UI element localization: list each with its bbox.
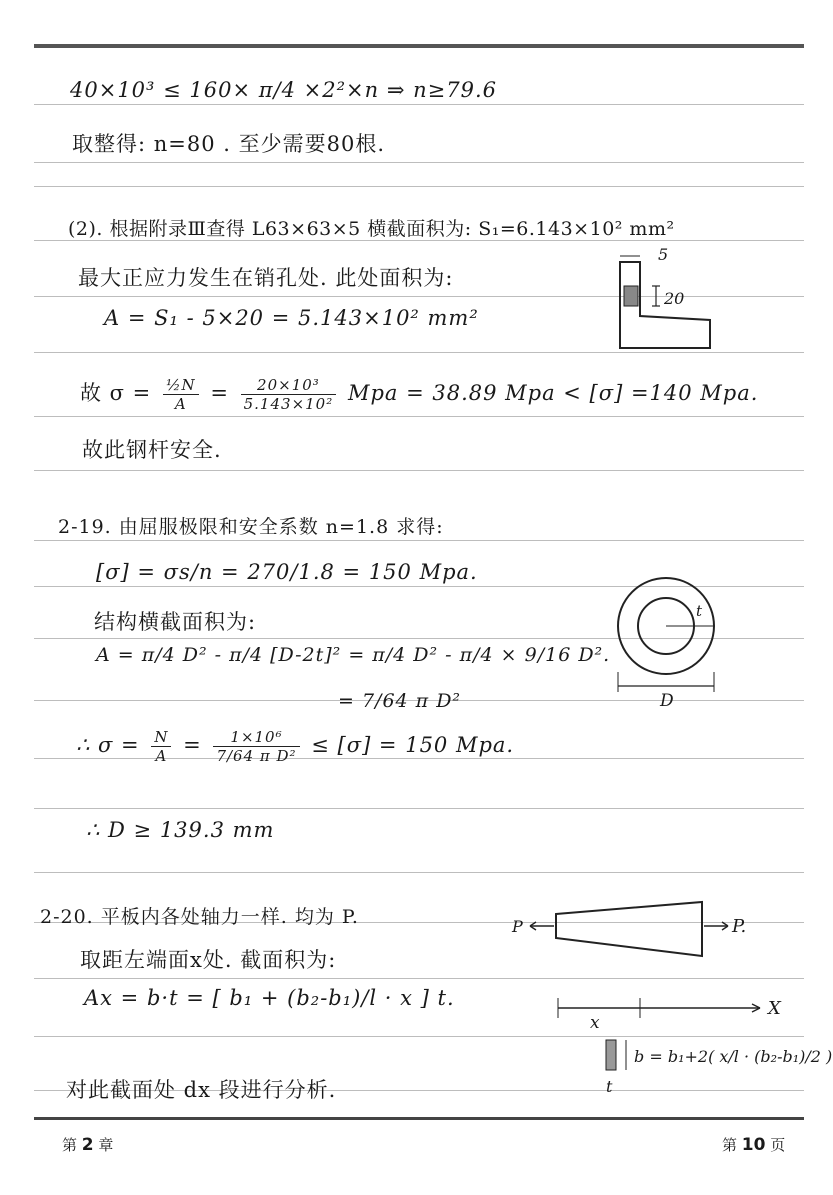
equation-area-Ax: Ax = b·t = [ b₁ + (b₂-b₁)/l · x ] t. bbox=[84, 986, 455, 1010]
fraction-denominator: 5.143×10² bbox=[243, 395, 334, 413]
fraction-N-over-A bbox=[151, 728, 171, 765]
ruled-line bbox=[34, 416, 804, 417]
ruled-line bbox=[34, 808, 804, 809]
section-width-formula: b = b₁+2( x/l · (b₂-b₁)/2 ) bbox=[634, 1047, 833, 1066]
fraction-numerator: 1×10⁶ bbox=[213, 728, 299, 747]
ruled-line bbox=[34, 978, 804, 979]
equation-diameter-result: ∴ D ≥ 139.3 mm bbox=[86, 818, 275, 842]
bottom-rule bbox=[34, 1117, 804, 1120]
ruled-line bbox=[34, 470, 804, 471]
equals-sign: = bbox=[210, 381, 229, 405]
section-hatch bbox=[606, 1040, 616, 1070]
equation-ring-area-simplified: = 7/64 π D² bbox=[338, 690, 462, 712]
dimension-label-20: 20 bbox=[664, 289, 685, 308]
equation-bolt-count: 40×10³ ≤ 160× π/4 ×2²×n ⇒ n≥79.6 bbox=[70, 78, 497, 102]
dimension-label-5: 5 bbox=[658, 245, 669, 264]
tapered-plate-figure bbox=[506, 898, 766, 960]
fraction-numerator: N bbox=[151, 728, 171, 747]
equation-stress-check bbox=[80, 376, 758, 413]
diameter-label-D: D bbox=[660, 691, 674, 711]
axis-label-x: x bbox=[590, 1013, 600, 1033]
section-width-figure bbox=[604, 1034, 833, 1096]
fraction-numerator: 20×10³ bbox=[241, 376, 337, 395]
ring-section-figure bbox=[610, 568, 730, 711]
fraction-numerator: ½N bbox=[163, 376, 199, 395]
equation-area-A: A = S₁ - 5×20 = 5.143×10² mm² bbox=[104, 306, 479, 330]
stress-prefix: ∴ σ = bbox=[76, 733, 140, 757]
fraction-denominator: A bbox=[174, 395, 187, 413]
text-problem-2-19: 2-19. 由屈服极限和安全系数 n=1.8 求得: bbox=[58, 516, 444, 538]
ruled-line bbox=[34, 186, 804, 187]
stress-prefix: 故 σ = bbox=[80, 381, 152, 405]
page-prefix: 第 bbox=[722, 1136, 738, 1154]
chapter-prefix: 第 bbox=[62, 1136, 78, 1154]
angle-section-figure bbox=[606, 244, 726, 356]
fraction-denominator: 7/64 π D² bbox=[216, 747, 297, 765]
text-problem-2-20: 2-20. 平板内各处轴力一样. 均为 P. bbox=[40, 906, 359, 928]
fraction-force-over-ring-area bbox=[213, 728, 299, 765]
text-part-2-header: (2). 根据附录Ⅲ查得 L63×63×5 横截面积为: S₁=6.143×10² mm² bbox=[68, 218, 675, 240]
stress-inequality: ≤ [σ] = 150 Mpa. bbox=[311, 733, 515, 757]
text-section-at-x: 取距左端面x处. 截面积为: bbox=[80, 948, 337, 972]
axis-label-X: X bbox=[768, 998, 781, 1019]
text-rod-safe: 故此钢杆安全. bbox=[82, 438, 222, 462]
plate-outline bbox=[556, 902, 702, 956]
equation-allowable-stress: [σ] = σs/n = 270/1.8 = 150 Mpa. bbox=[96, 560, 478, 584]
thickness-label-t: t bbox=[696, 602, 703, 620]
equation-ring-area: A = π/4 D² - π/4 [D-2t]² = π/4 D² - π/4 × 9/16 D². bbox=[96, 644, 611, 666]
text-max-stress-location: 最大正应力发生在销孔处. 此处面积为: bbox=[78, 266, 454, 290]
text-cross-section-area: 结构横截面积为: bbox=[94, 610, 257, 634]
fraction-denominator: A bbox=[155, 747, 168, 765]
equation-stress-2-19 bbox=[76, 728, 514, 765]
page-footer bbox=[722, 1134, 785, 1155]
ruled-line bbox=[34, 872, 804, 873]
left-load-label: P bbox=[512, 917, 523, 936]
text-dx-analysis: 对此截面处 dx 段进行分析. bbox=[66, 1078, 337, 1102]
top-rule bbox=[34, 44, 804, 48]
fraction-half-N-over-A bbox=[163, 376, 199, 413]
fraction-force-over-area bbox=[241, 376, 337, 413]
stress-result: Mpa = 38.89 Mpa < [σ] =140 Mpa. bbox=[347, 381, 759, 405]
text-round-up: 取整得: n=80 . 至少需要80根. bbox=[72, 132, 386, 156]
ruled-line bbox=[34, 540, 804, 541]
chapter-suffix: 章 bbox=[98, 1136, 114, 1154]
chapter-number: 2 bbox=[81, 1135, 94, 1155]
x-axis-figure bbox=[556, 990, 796, 1033]
ruled-line bbox=[34, 162, 804, 163]
right-load-label: P. bbox=[732, 916, 747, 937]
ruled-line bbox=[34, 104, 804, 105]
page-number: 10 bbox=[741, 1135, 766, 1155]
page-suffix: 页 bbox=[770, 1136, 786, 1154]
chapter-footer bbox=[62, 1134, 113, 1155]
section-label-t: t bbox=[606, 1077, 613, 1096]
equals-sign: = bbox=[183, 733, 202, 757]
pin-hole-hatch bbox=[624, 286, 638, 306]
